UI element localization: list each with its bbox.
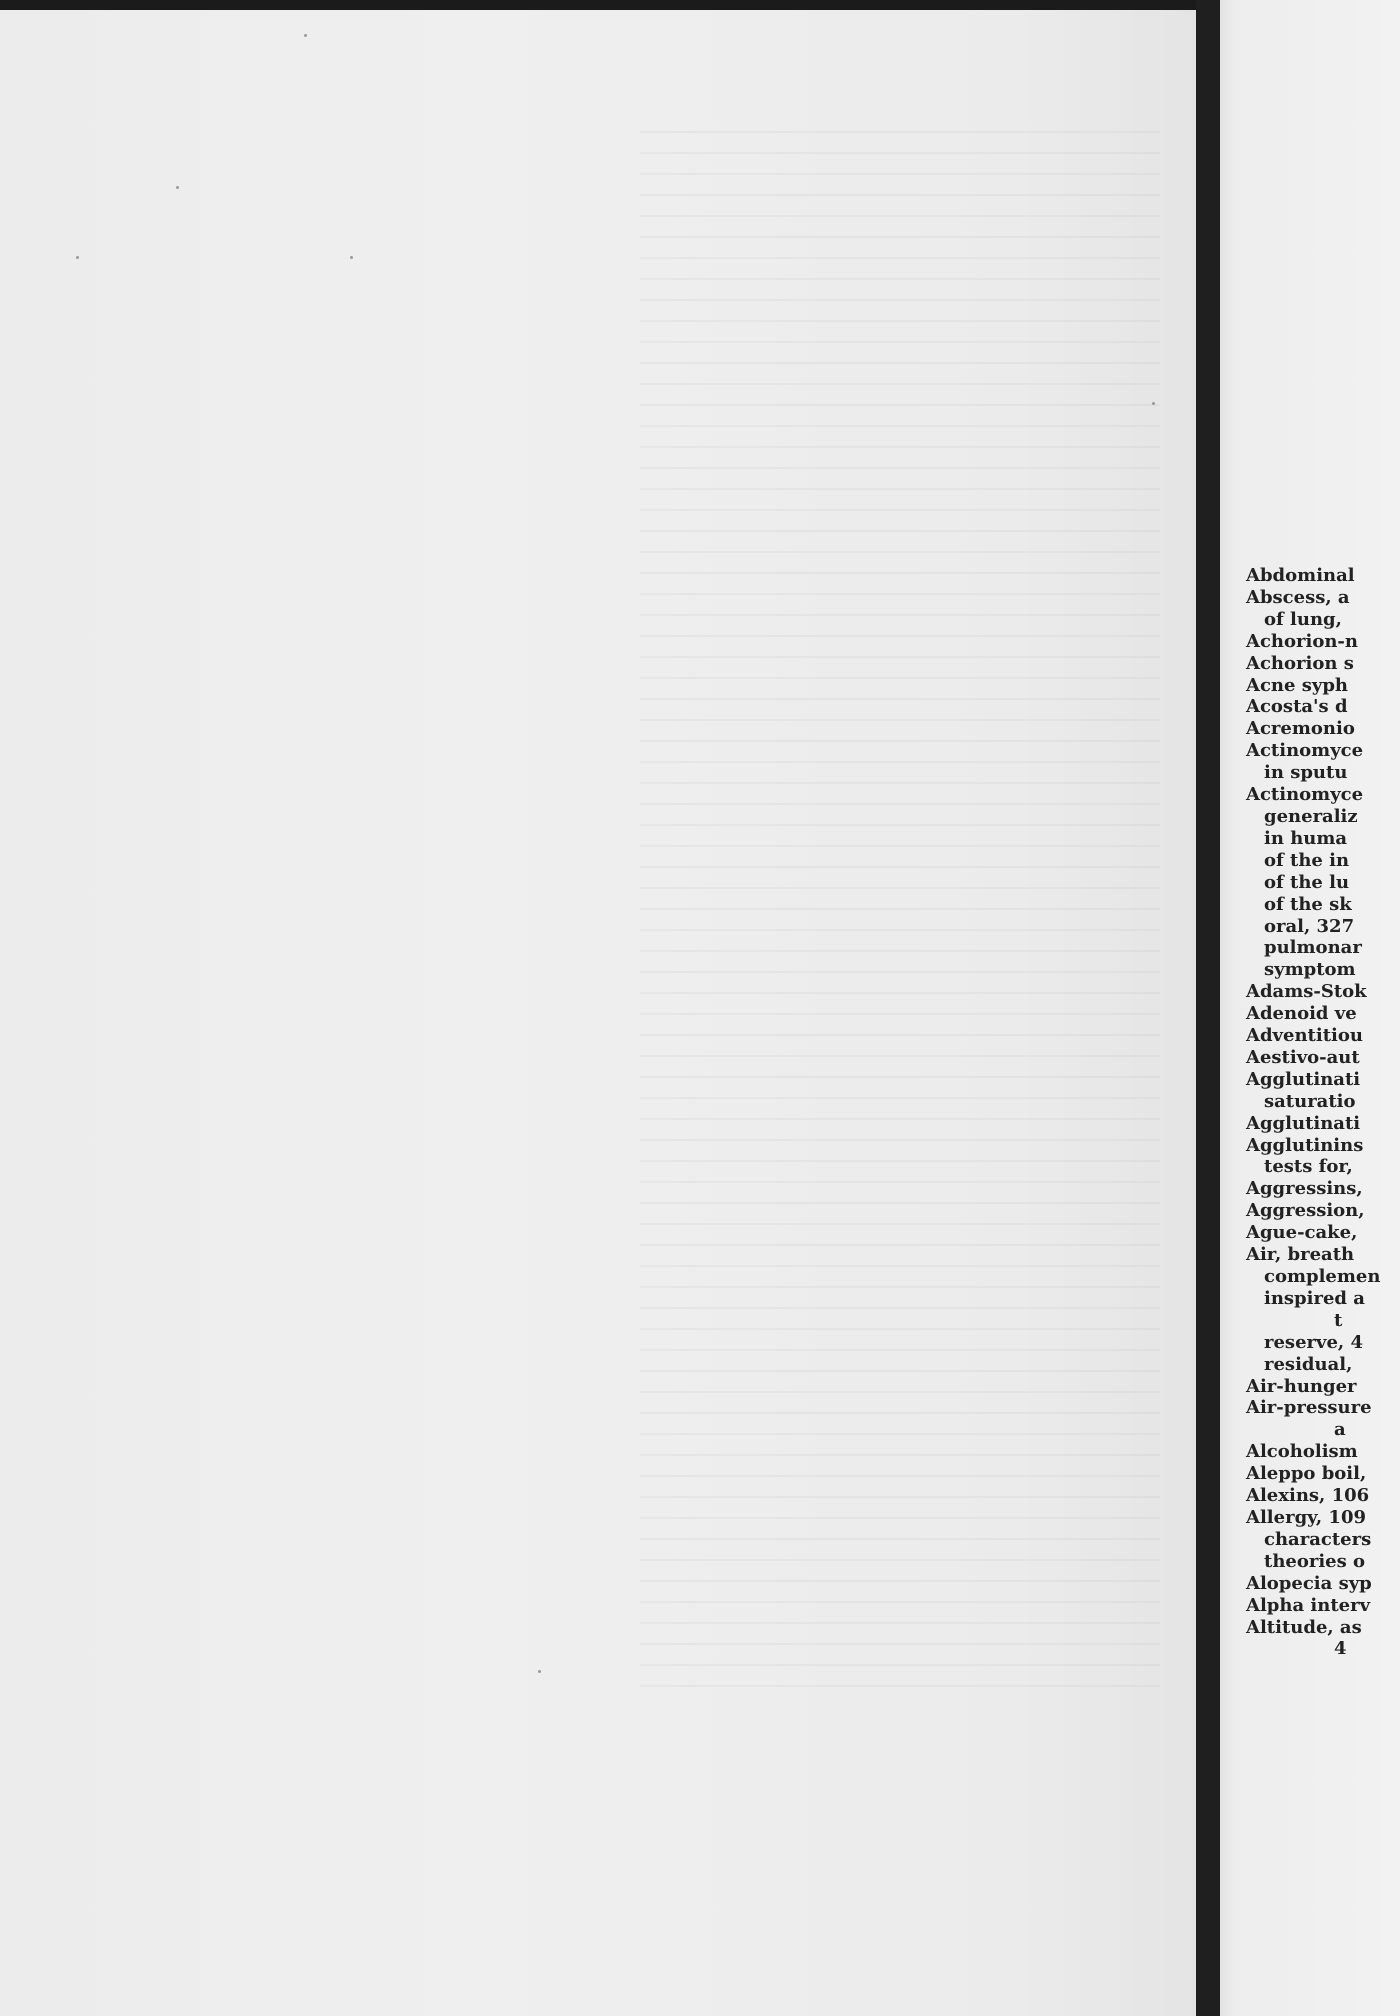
index-entry: Alopecia syp <box>1246 1572 1372 1594</box>
index-entry: oral, 327 <box>1264 915 1355 937</box>
index-entry: of the sk <box>1264 893 1352 915</box>
index-entry: Adenoid ve <box>1246 1003 1357 1025</box>
index-entry: Achorion s <box>1246 652 1354 674</box>
index-entry: characters <box>1264 1528 1372 1550</box>
index-entry: t <box>1334 1309 1343 1331</box>
index-entry: Agglutinati <box>1246 1068 1361 1090</box>
paper-speck <box>76 256 79 259</box>
index-entry: Aggressins, <box>1246 1178 1363 1200</box>
index-entry-list <box>1246 565 1380 1660</box>
index-entry: Actinomyce <box>1246 740 1364 762</box>
index-entry: in huma <box>1264 827 1348 849</box>
index-entry: Altitude, as <box>1246 1616 1362 1638</box>
index-entry: Allergy, 109 <box>1246 1506 1367 1528</box>
index-entry: Abscess, a <box>1246 586 1350 608</box>
paper-speck <box>1152 402 1155 405</box>
index-entry: Abdominal <box>1246 565 1355 586</box>
index-entry: residual, <box>1264 1353 1353 1375</box>
paper-speck <box>304 34 307 37</box>
index-entry: Alcoholism <box>1246 1441 1358 1463</box>
index-entry: Alexins, 106 <box>1246 1485 1370 1507</box>
index-entry: Aestivo-aut <box>1246 1046 1360 1068</box>
index-entry: complemen <box>1264 1266 1381 1287</box>
paper-speck <box>176 186 179 189</box>
paper-speck <box>350 256 353 259</box>
index-entry: Agglutinins <box>1246 1134 1364 1156</box>
index-entry: generaliz <box>1264 805 1358 827</box>
index-entry: reserve, 4 <box>1264 1331 1363 1353</box>
index-entry: of the in <box>1264 849 1350 871</box>
index-entry: Agglutinati <box>1246 1112 1361 1134</box>
index-entry: Aggression, <box>1246 1200 1365 1222</box>
index-entry: of the lu <box>1264 871 1350 893</box>
index-entry: of lung, <box>1264 608 1342 630</box>
index-entry: tests for, <box>1264 1156 1353 1178</box>
index-entry: Adventitiou <box>1246 1025 1363 1047</box>
index-entry: Achorion-n <box>1246 630 1358 652</box>
index-entry: 4 <box>1334 1638 1347 1660</box>
index-entry: Alpha interv <box>1246 1594 1371 1616</box>
index-entry: Acosta's d <box>1246 696 1348 718</box>
index-entry: a <box>1334 1419 1346 1441</box>
index-entry: Air-hunger <box>1246 1375 1357 1397</box>
index-entry: Aleppo boil, <box>1246 1463 1367 1485</box>
paper-speck <box>538 1670 541 1673</box>
index-entry: theories o <box>1264 1550 1366 1572</box>
index-entry: pulmonar <box>1264 937 1362 959</box>
blank-left-page <box>0 10 1200 2016</box>
index-entry: symptom <box>1264 959 1356 981</box>
index-entry: Ague-cake, <box>1246 1222 1358 1244</box>
index-entry: saturatio <box>1264 1090 1356 1112</box>
index-entry: inspired a <box>1264 1287 1365 1309</box>
index-entry: Adams-Stok <box>1246 981 1367 1003</box>
index-entry: Acne syph <box>1246 674 1348 696</box>
index-entry: Air-pressure <box>1246 1397 1372 1419</box>
book-gutter <box>1196 0 1220 2016</box>
index-entry: Actinomyce <box>1246 784 1364 806</box>
index-entry: Acremonio <box>1246 718 1355 740</box>
bleed-through-shadow <box>640 120 1160 1700</box>
index-entry: in sputu <box>1264 762 1348 784</box>
index-page <box>1220 0 1400 2016</box>
index-entry: Air, breath <box>1246 1244 1355 1266</box>
